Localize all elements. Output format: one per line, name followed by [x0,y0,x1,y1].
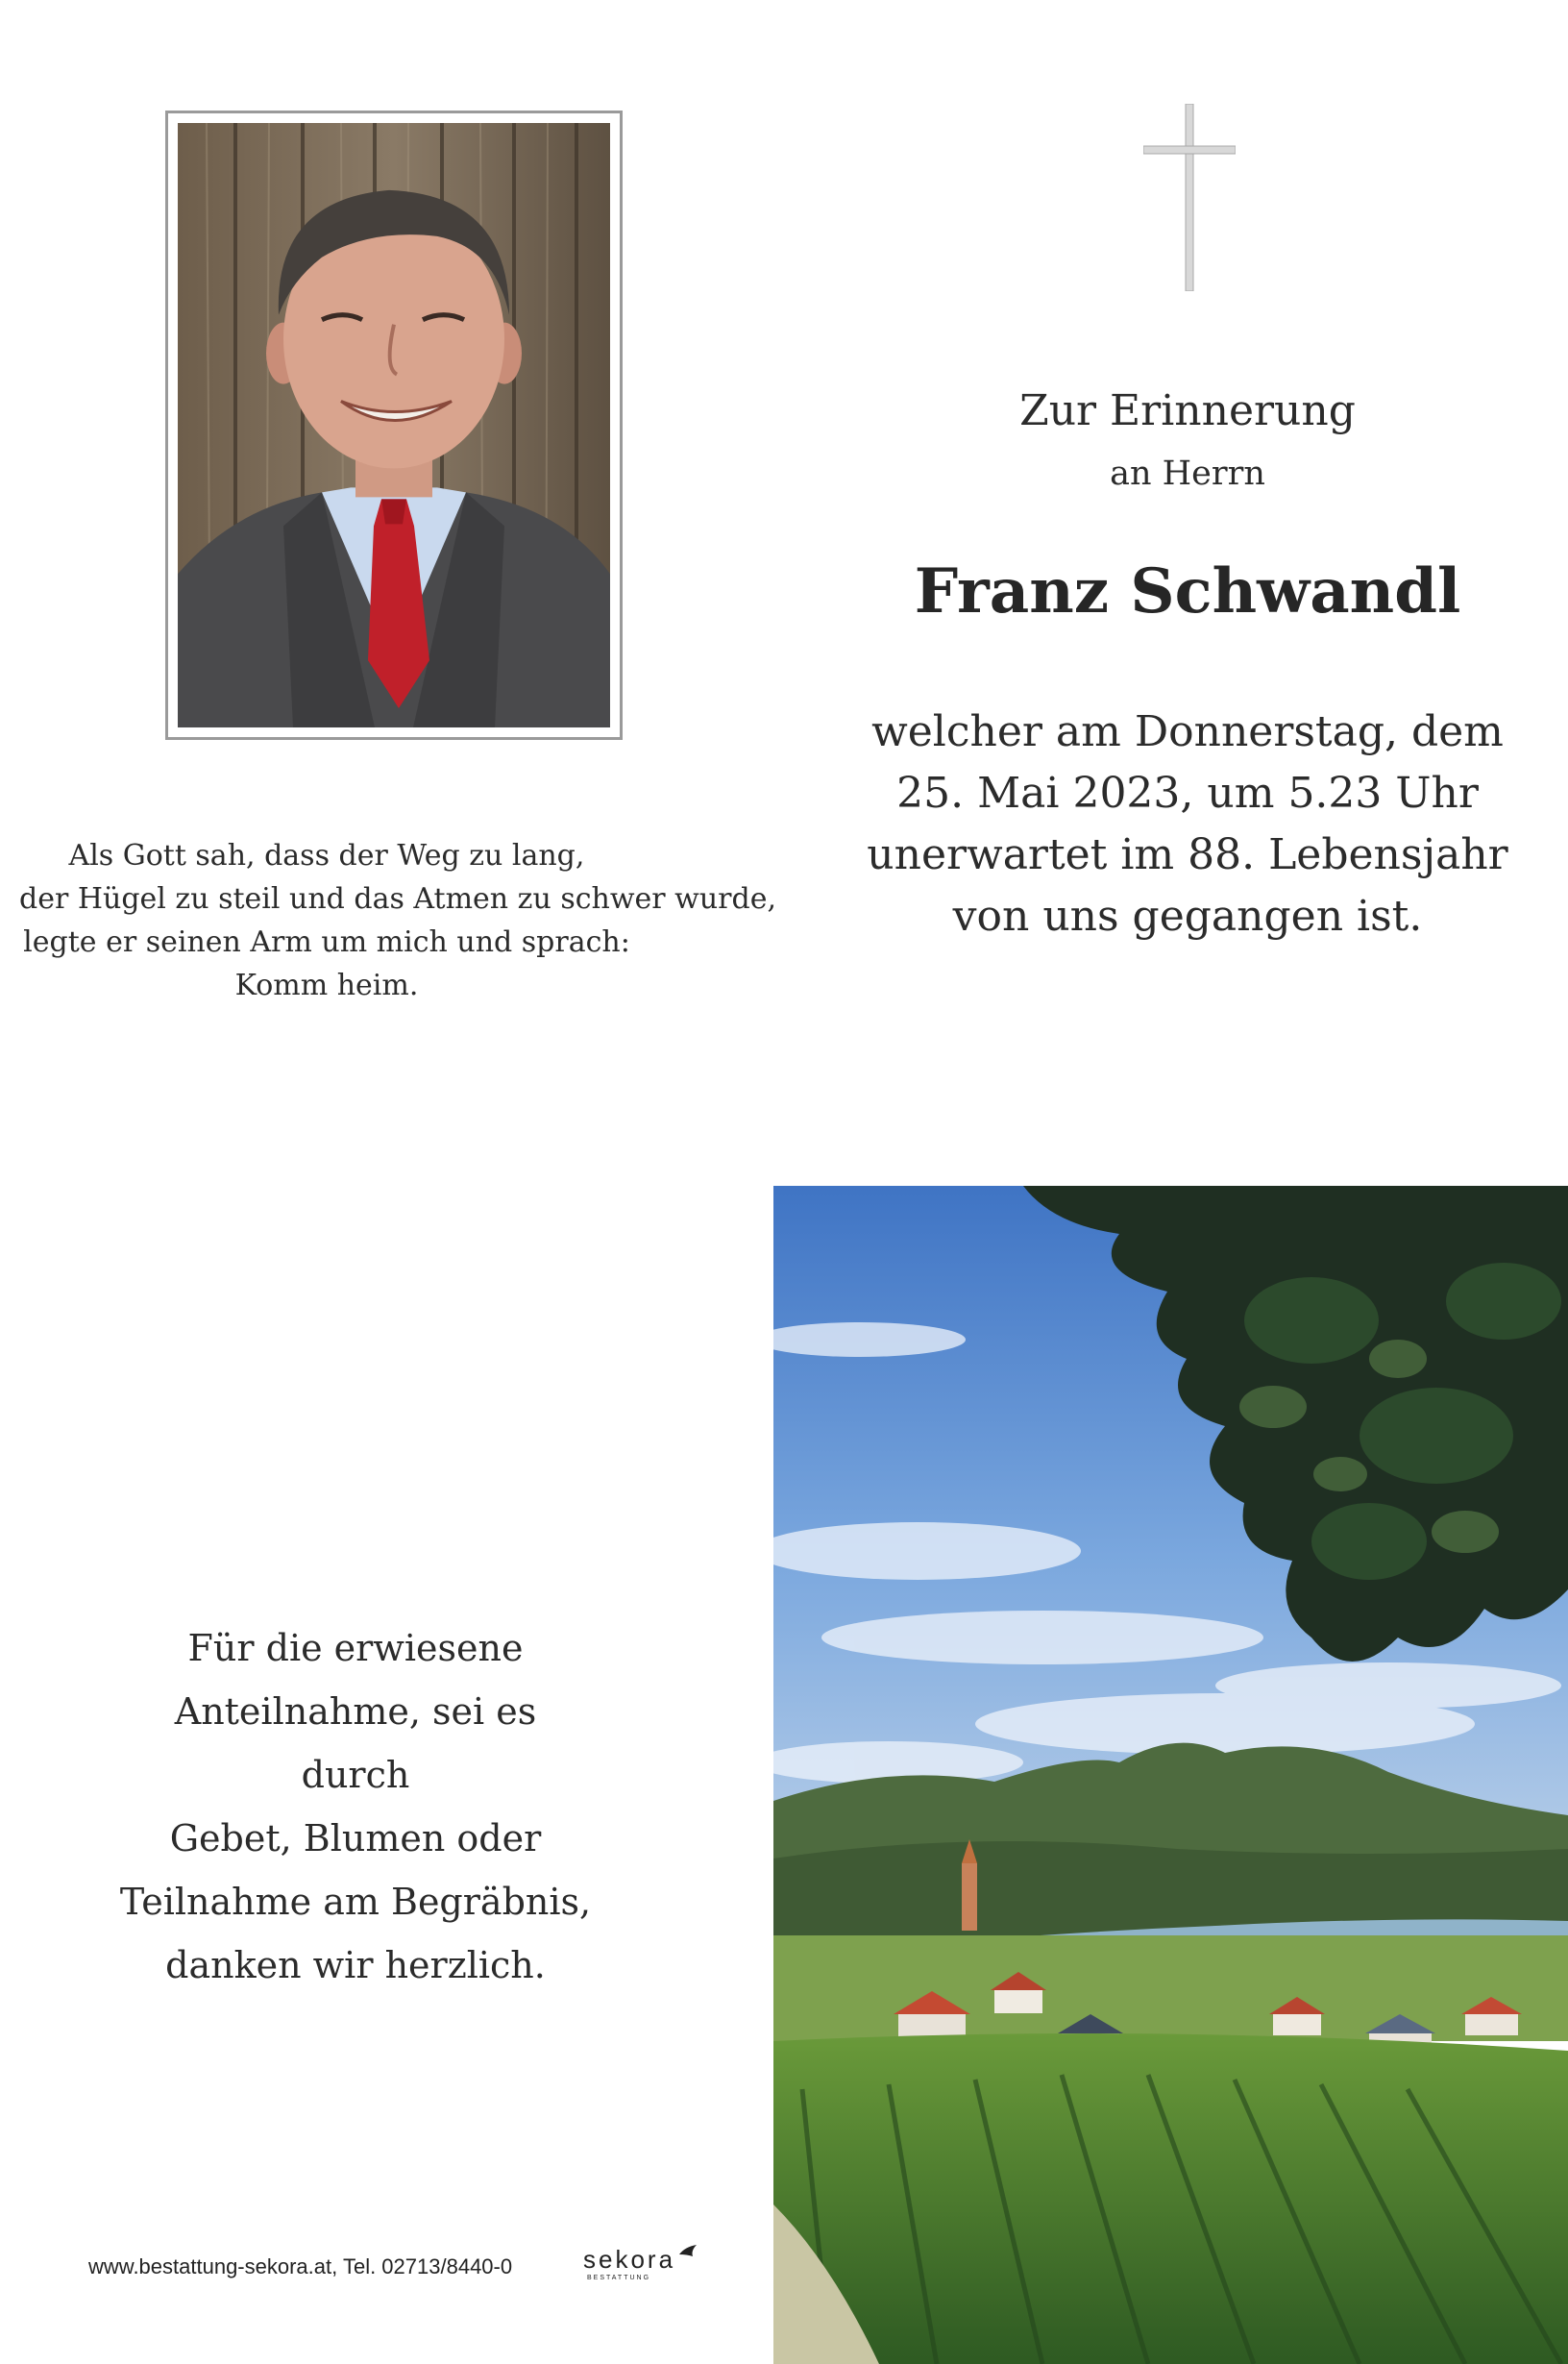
logo-word: sekora [583,2245,676,2274]
death-notice [842,702,1533,948]
portrait-photo-frame [165,111,623,740]
death-notice-line: von uns gegangen ist. [952,892,1423,941]
portrait-photo [178,123,610,727]
thanks-line: Anteilnahme, sei es durch [174,1690,537,1796]
cross-icon [1143,104,1236,291]
intro-heading: Zur Erinnerung [1019,386,1356,435]
thanks-line: Für die erwiesene [187,1627,524,1669]
death-notice-line: 25. Mai 2023, um 5.23 Uhr [896,769,1479,818]
thanks-text [115,1616,596,1997]
deceased-name: Franz Schwandl [914,555,1461,628]
thanks-line: danken wir herzlich. [165,1944,546,1986]
poem [19,834,776,1007]
logo-subtext: BESTATTUNG [587,2275,651,2281]
thanks-line: Gebet, Blumen oder [169,1817,542,1859]
death-notice-line: welcher am Donnerstag, dem [871,707,1504,756]
poem-line: der Hügel zu steil und das Atmen zu schwer wurde, [19,882,776,916]
landscape-photo [773,1186,1568,2364]
footer-contact: www.bestattung-sekora.at, Tel. 02713/8440-0 [88,2254,513,2278]
salutation: an Herrn [1110,455,1265,493]
sekora-logo [583,2243,698,2291]
poem-line: legte er seinen Arm um mich und sprach: [23,925,630,959]
poem-line: Komm heim. [234,969,419,1002]
bird-icon [677,2243,698,2264]
poem-line: Als Gott sah, dass der Weg zu lang, [68,839,585,873]
thanks-line: Teilnahme am Begräbnis, [119,1881,592,1923]
death-notice-line: unerwartet im 88. Lebensjahr [867,830,1508,879]
